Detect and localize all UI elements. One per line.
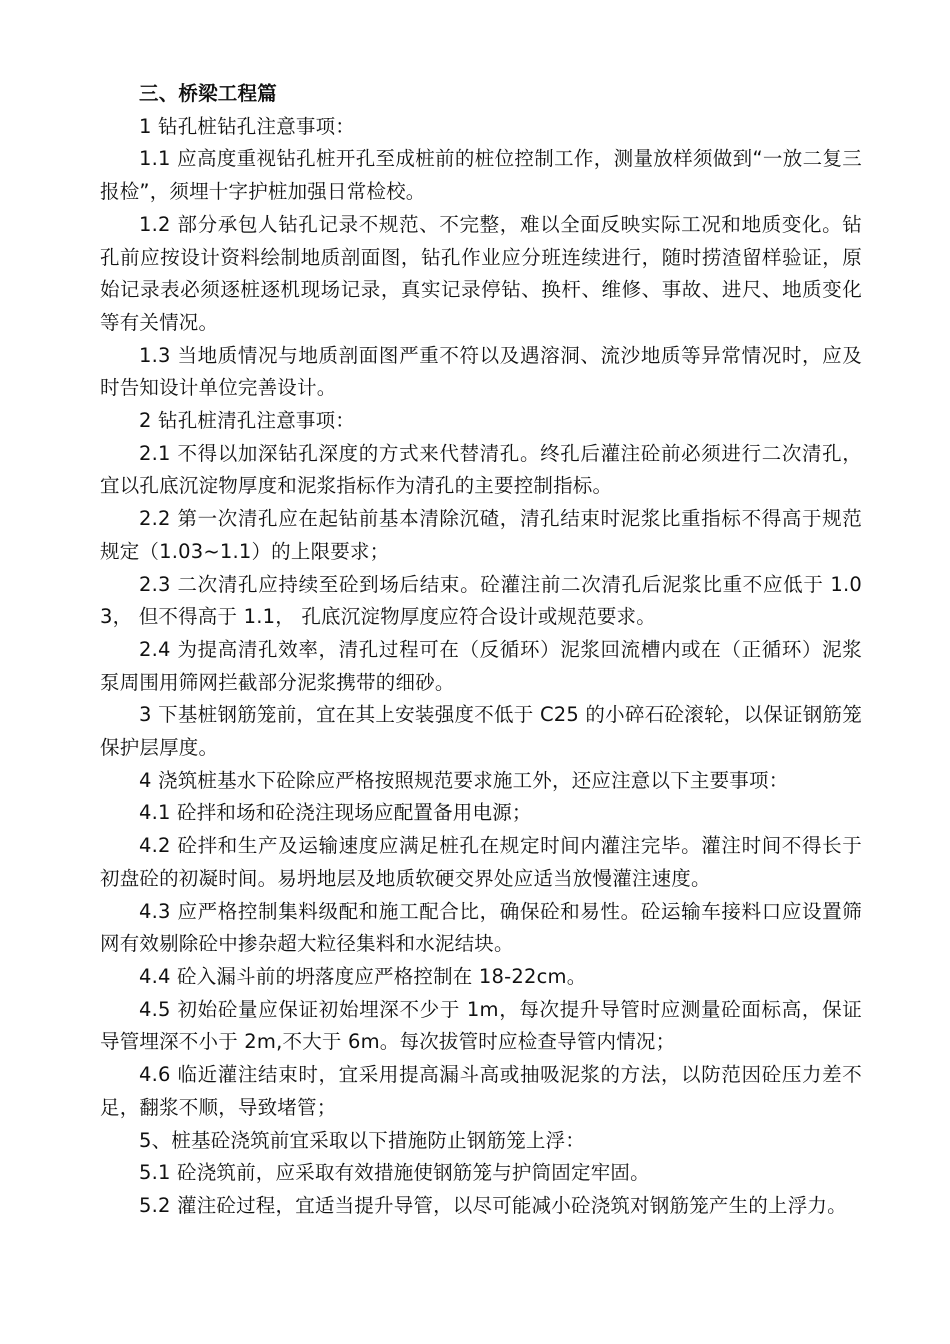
- paragraph: 2.2 第一次清孔应在起钻前基本清除沉碴，清孔结束时泥浆比重指标不得高于规范规定（1.03~1.1）的上限要求；: [100, 507, 862, 563]
- section-heading: 三、桥梁工程篇: [139, 82, 277, 105]
- paragraph: 3 下基桩钢筋笼前，宜在其上安装强度不低于 C25 的小碎石砼滚轮，以保证钢筋笼保护层厚度。: [100, 703, 862, 760]
- paragraph: 4.3 应严格控制集料级配和施工配合比，确保砼和易性。砼运输车接料口应设置筛网有效剔除砼中掺杂超大粒径集料和水泥结块。: [100, 899, 862, 956]
- paragraph: 5、桩基砼浇筑前宜采取以下措施防止钢筋笼上浮：: [139, 1128, 586, 1152]
- paragraph: 4.5 初始砼量应保证初始埋深不少于 1m，每次提升导管时应测量砼面标高，保证导管埋深不小于 2m,不大于 6m。每次拔管时应检查导管内情况；: [100, 997, 862, 1054]
- paragraph: 5.2 灌注砼过程，宜适当提升导管，以尽可能减小砼浇筑对钢筋笼产生的上浮力。: [139, 1193, 847, 1217]
- paragraph: 2.3 二次清孔应持续至砼到场后结束。砼灌注前二次清孔后泥浆比重不应低于 1.03， 但不得高于 1.1， 孔底沉淀物厚度应符合设计或规范要求。: [100, 572, 862, 629]
- paragraph: 5.1 砼浇筑前，应采取有效措施使钢筋笼与护筒固定牢固。: [139, 1161, 650, 1185]
- paragraph: 1.3 当地质情况与地质剖面图严重不符以及遇溶洞、流沙地质等异常情况时，应及时告知设计单位完善设计。: [100, 343, 862, 400]
- paragraph: 4.4 砼入漏斗前的坍落度应严格控制在 18-22cm。: [139, 964, 587, 988]
- paragraph: 4 浇筑桩基水下砼除应严格按照规范要求施工外，还应注意以下主要事项：: [139, 768, 789, 792]
- paragraph: 4.1 砼拌和场和砼浇注现场应配置备用电源；: [139, 801, 532, 825]
- paragraph: 1 钻孔桩钻孔注意事项：: [139, 114, 356, 138]
- paragraph: 1.2 部分承包人钻孔记录不规范、不完整，难以全面反映实际工况和地质变化。钻孔前应按设计资料绘制地质剖面图，钻孔作业应分班连续进行，随时捞渣留样验证，原始记录表必须逐桩逐机现场记录，真实记录停钻、换杆、维修、事故、进尺、地质变化等有关情况。: [100, 212, 862, 334]
- paragraph: 1.1 应高度重视钻孔桩开孔至成桩前的桩位控制工作，测量放样须做到“一放二复三报检”，须埋十字护桩加强日常检校。: [100, 147, 862, 204]
- paragraph: 2.1 不得以加深钻孔深度的方式来代替清孔。终孔后灌注砼前必须进行二次清孔，宜以孔底沉淀物厚度和泥浆指标作为清孔的主要控制指标。: [100, 441, 862, 498]
- paragraph: 2 钻孔桩清孔注意事项：: [139, 409, 356, 433]
- document-body: [100, 78, 862, 1223]
- paragraph: 4.6 临近灌注结束时，宜采用提高漏斗高或抽吸泥浆的方法，以防范因砼压力差不足，翻浆不顺，导致堵管；: [100, 1063, 862, 1119]
- paragraph: 2.4 为提高清孔效率，清孔过程可在（反循环）泥浆回流槽内或在（正循环）泥浆泵周围用筛网拦截部分泥浆携带的细砂。: [100, 637, 862, 694]
- paragraph: 4.2 砼拌和生产及运输速度应满足桩孔在规定时间内灌注完毕。灌注时间不得长于初盘砼的初凝时间。易坍地层及地质软硬交界处应适当放慢灌注速度。: [100, 834, 862, 890]
